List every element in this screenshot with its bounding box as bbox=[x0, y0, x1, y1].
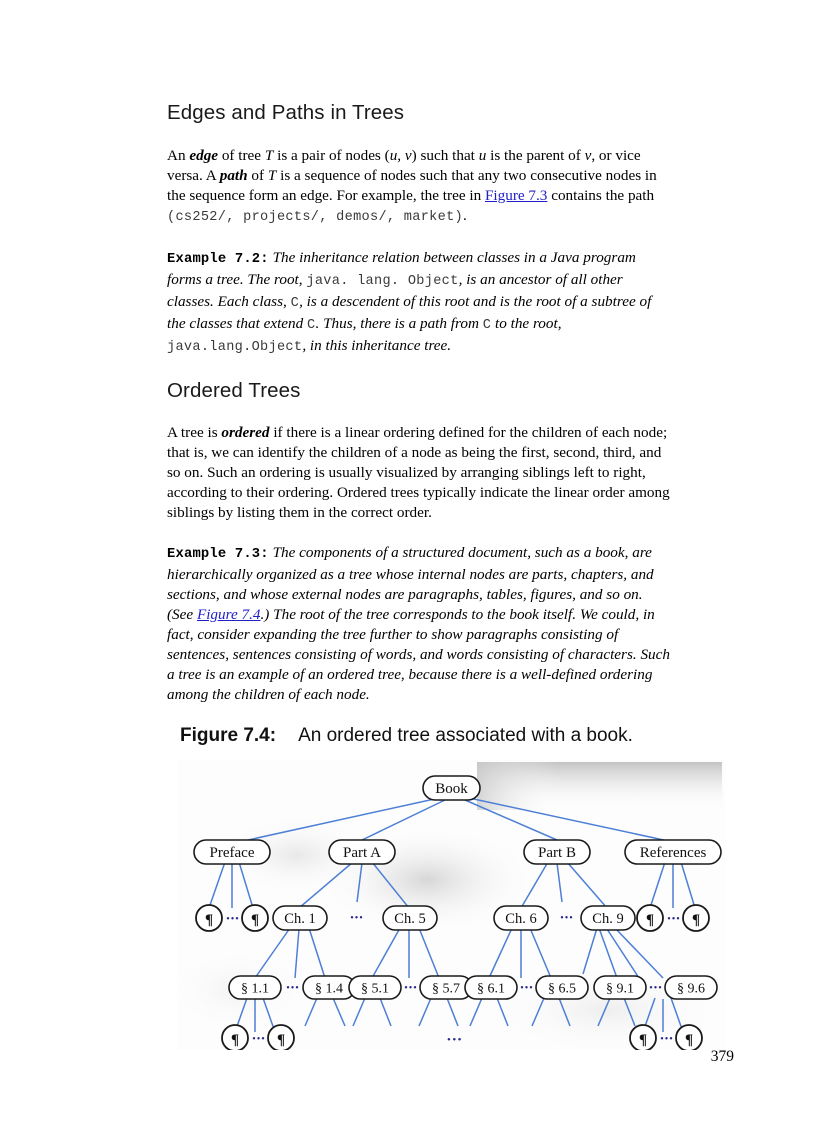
text-fragment: . Thus, there is a path from bbox=[315, 314, 483, 332]
tree-node-preface bbox=[194, 840, 270, 864]
ellipsis-ch-6: ••• bbox=[520, 983, 534, 995]
text-fragment: . bbox=[463, 206, 467, 224]
tree-node-label: § 9.1 bbox=[606, 981, 634, 997]
figure-7-4 bbox=[167, 725, 707, 1050]
pilcrow-icon: ¶ bbox=[250, 912, 260, 929]
text-fragment: The inheritance relation between classes in a Java program forms a tree. The root, bbox=[167, 248, 636, 288]
text-fragment: , or vice versa. A bbox=[167, 146, 641, 184]
example-7-2 bbox=[167, 248, 672, 358]
tree-node-book bbox=[423, 776, 480, 800]
code-class-c-2: C bbox=[307, 317, 316, 333]
tree-node-ch-6 bbox=[494, 906, 548, 930]
page-title: Edges and Paths in Trees bbox=[167, 101, 405, 124]
text-fragment: to the root, bbox=[491, 314, 562, 332]
tree-node-label: § 1.4 bbox=[315, 981, 343, 997]
figure-caption bbox=[167, 725, 672, 748]
pilcrow-icon: ¶ bbox=[645, 912, 655, 929]
pilcrow-icon: ¶ bbox=[230, 1032, 240, 1049]
ellipsis-part-b: ••• bbox=[560, 913, 574, 925]
tree-node-section-5-1 bbox=[349, 976, 401, 999]
tree-node-paragraph-references-1 bbox=[637, 905, 663, 931]
tree-node-section-6-5 bbox=[536, 976, 588, 999]
term-edge: edge bbox=[189, 146, 219, 164]
page-number: 379 bbox=[710, 1048, 734, 1065]
text-fragment: of bbox=[247, 166, 268, 184]
tree-node-label: § 9.6 bbox=[677, 981, 705, 997]
text-fragment: , is a descendent of this root and is the root of a subtree of the classes that extend bbox=[167, 292, 652, 332]
figure-caption-number: Figure 7.4: bbox=[180, 725, 277, 747]
tree-node-paragraph-preface-2 bbox=[242, 905, 268, 931]
tree-node-ch-9 bbox=[581, 906, 635, 930]
tree-node-label: Part B bbox=[538, 845, 576, 862]
tree-node-part-a bbox=[329, 840, 395, 864]
text-fragment: is a pair of nodes ( bbox=[273, 146, 390, 164]
text-fragment: .) The root of the tree corresponds to the book itself. We could, in fact, consider expanding the tree further to show paragraphs consisting of sentences, sentences consisting of words, and words consisting of characters. Such a tree is an example of an ordered tree, because there is a well-defined ordering among the children of each node. bbox=[167, 606, 670, 704]
code-path-example: (cs252/, projects/, demos/, market) bbox=[167, 209, 464, 225]
link-figure-7-4[interactable]: Figure 7.4 bbox=[196, 606, 261, 624]
tree-node-label: § 1.1 bbox=[241, 981, 269, 997]
figure-caption-text: An ordered tree associated with a book. bbox=[298, 725, 633, 747]
var-u: u bbox=[478, 146, 487, 164]
text-fragment: A tree is bbox=[167, 424, 222, 442]
tree-node-section-9-6 bbox=[665, 976, 717, 999]
code-java-lang-object: java. lang. Object bbox=[306, 273, 459, 289]
text-fragment: of tree bbox=[218, 146, 265, 164]
tree-node-label: Part A bbox=[343, 845, 381, 862]
text-fragment: ) such that bbox=[411, 146, 479, 164]
ellipsis-ch-9: ••• bbox=[649, 983, 663, 995]
text-fragment: contains the path bbox=[547, 186, 655, 204]
tree-node-label: Ch. 9 bbox=[592, 911, 624, 928]
tree-node-label: § 6.1 bbox=[477, 981, 505, 997]
tree-node-section-1-1 bbox=[229, 976, 281, 999]
pilcrow-icon: ¶ bbox=[276, 1032, 286, 1049]
figure-image-ordered-tree bbox=[177, 760, 725, 1050]
tree-node-section-1-4 bbox=[303, 976, 355, 999]
term-ordered: ordered bbox=[221, 424, 270, 442]
tree-node-label: Book bbox=[435, 781, 468, 798]
page-content bbox=[167, 100, 707, 1050]
ellipsis-sec-1-1: ••• bbox=[252, 1034, 266, 1046]
ellipsis-ch-1: ••• bbox=[286, 983, 300, 995]
tree-node-paragraph-references-2 bbox=[683, 905, 709, 931]
tree-node-label: § 6.5 bbox=[548, 981, 576, 997]
ellipsis-references: ••• bbox=[667, 914, 681, 926]
var-t: T bbox=[264, 146, 274, 164]
text-fragment: , in this inheritance tree. bbox=[302, 336, 452, 354]
tree-node-paragraph-sec-9-6-a bbox=[630, 1025, 656, 1050]
term-path: path bbox=[219, 166, 248, 184]
tree-node-paragraph-preface-1 bbox=[196, 905, 222, 931]
paragraph-ordered-trees bbox=[167, 423, 672, 523]
tree-node-section-9-1 bbox=[594, 976, 646, 999]
text-fragment: The components of a structured document, such as a book, are hierarchically organized as a tree whose internal nodes are parts, chapters, and sections, and whose external nodes are paragraphs, tables, figures, and so on. (See bbox=[167, 544, 654, 624]
pilcrow-icon: ¶ bbox=[204, 912, 214, 929]
tree-node-label: Ch. 5 bbox=[394, 911, 426, 928]
pilcrow-icon: ¶ bbox=[691, 912, 701, 929]
tree-node-label: Ch. 1 bbox=[284, 911, 316, 928]
ellipsis-part-a: ••• bbox=[350, 913, 364, 925]
var-t2: T bbox=[267, 166, 277, 184]
text-fragment: is a sequence of nodes such that any two consecutive nodes in the sequence form an edge. For example, the tree in bbox=[167, 166, 657, 204]
text-fragment: is the parent of bbox=[486, 146, 585, 164]
example-label: Example 7.2: bbox=[167, 251, 269, 267]
tree-node-references bbox=[625, 840, 721, 864]
tree-node-label: Ch. 6 bbox=[505, 911, 537, 928]
tree-node-paragraph-sec-1-1-a bbox=[222, 1025, 248, 1050]
pilcrow-icon: ¶ bbox=[684, 1032, 694, 1049]
tree-node-paragraph-sec-1-1-b bbox=[268, 1025, 294, 1050]
heading-ordered-trees: Ordered Trees bbox=[167, 378, 301, 402]
paragraph-edges-paths bbox=[167, 146, 672, 228]
tree-node-ch-1 bbox=[273, 906, 327, 930]
code-java-lang-object-2: java.lang.Object bbox=[167, 339, 303, 355]
text-fragment: if there is a linear ordering defined for the children of each node; that is, we can identify the children of a node as being the first, second, third, and so on. Such an ordering is usually visualized by arranging siblings left to right, according to their ordering. Ordered trees typically indicate the linear order among siblings by listing them in the correct order. bbox=[167, 424, 670, 522]
var-v: v bbox=[584, 146, 592, 164]
tree-node-part-b bbox=[524, 840, 590, 864]
var-uv: u, v bbox=[389, 146, 412, 164]
text-fragment: An bbox=[167, 146, 190, 164]
tree-node-label: § 5.7 bbox=[432, 981, 460, 997]
ellipsis-bottom-center: ••• bbox=[446, 1034, 464, 1047]
tree-node-label: References bbox=[639, 845, 707, 862]
ellipsis-preface: ••• bbox=[226, 914, 240, 926]
pilcrow-icon: ¶ bbox=[638, 1032, 648, 1049]
tree-node-paragraph-sec-9-6-b bbox=[676, 1025, 702, 1050]
code-class-c-3: C bbox=[482, 317, 492, 333]
tree-node-label: Preface bbox=[209, 845, 255, 862]
example-label: Example 7.3: bbox=[167, 547, 269, 563]
tree-node-label: § 5.1 bbox=[361, 981, 389, 997]
tree-node-section-6-1 bbox=[465, 976, 517, 999]
text-fragment: , is an ancestor of all other classes. Each class, bbox=[167, 270, 623, 310]
link-figure-7-3[interactable]: Figure 7.3 bbox=[484, 186, 548, 204]
ellipsis-ch-5: ••• bbox=[404, 983, 418, 995]
code-class-c: C bbox=[290, 295, 300, 311]
ellipsis-sec-9-6: ••• bbox=[660, 1034, 674, 1046]
example-7-3 bbox=[167, 543, 672, 705]
tree-node-ch-5 bbox=[383, 906, 437, 930]
